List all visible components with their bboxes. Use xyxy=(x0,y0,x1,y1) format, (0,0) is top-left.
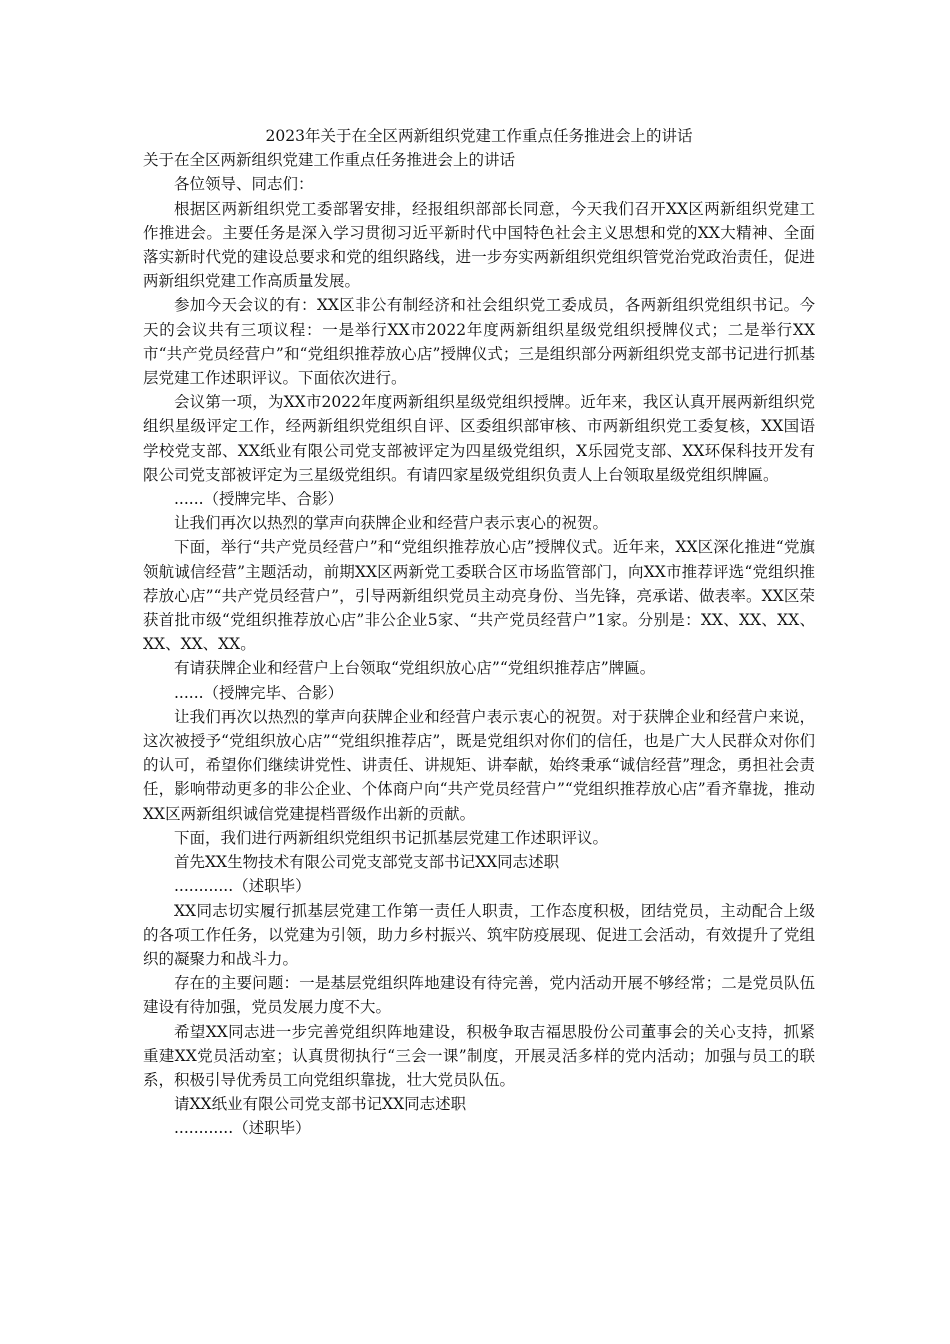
paragraph-greeting: 各位领导、同志们： xyxy=(174,175,314,194)
paragraph: 有请获牌企业和经营户上台领取“党组织放心店”“党组织推荐店”牌匾。 xyxy=(174,659,656,678)
paragraph: ............（述职毕） xyxy=(174,877,311,896)
paragraph: ............（述职毕） xyxy=(174,1119,311,1138)
paragraph: 希望XX同志进一步完善党组织阵地建设，积极争取吉福思股份公司董事会的关心支持，抓紧重建XX党员活动室；认真贯彻执行“三会一课”制度，开展灵活多样的党内活动；加强与员工的联系，积极引导优秀员工向党组织靠拢，壮大党员队伍。 xyxy=(143,1022,815,1089)
paragraph: 根据区两新组织党工委部署安排，经报组织部部长同意，今天我们召开XX区两新组织党建工作推进会。主要任务是深入学习贯彻习近平新时代中国特色社会主义思想和党的XX大精神、全面落实新时代党的建设总要求和党的组织路线，进一步夯实两新组织党组织管党治党政治责任，促进两新组织党建工作高质量发展。 xyxy=(143,199,815,291)
paragraph: 存在的主要问题：一是基层党组织阵地建设有待完善，党内活动开展不够经常；二是党员队伍建设有待加强，党员发展力度不大。 xyxy=(143,974,815,1017)
paragraph: 请XX纸业有限公司党支部书记XX同志述职 xyxy=(174,1095,467,1114)
document-body xyxy=(143,124,815,1141)
paragraph: XX同志切实履行抓基层党建工作第一责任人职责，工作态度积极，团结党员，主动配合上级的各项工作任务，以党建为引领，助力乡村振兴、筑牢防疫展现、促进工会活动，有效提升了党组织的凝聚力和战斗力。 xyxy=(143,901,815,968)
paragraph: ......（授牌完毕、合影） xyxy=(174,490,344,509)
document-title: 2023年关于在全区两新组织党建工作重点任务推进会上的讲话 xyxy=(265,127,693,145)
paragraph: 参加今天会议的有：XX区非公有制经济和社会组织党工委成员，各两新组织党组织书记。今天的会议共有三项议程：一是举行XX市2022年度两新组织星级党组织授牌仪式；二是举行XX市“共产党员经营户”和“党组织推荐放心店”授牌仪式；三是组织部分两新组织党支部书记进行抓基层党建工作述职评议。下面依次进行。 xyxy=(143,296,815,388)
paragraph: 让我们再次以热烈的掌声向获牌企业和经营户表示衷心的祝贺。对于获牌企业和经营户来说，这次被授予“党组织放心店”“党组织推荐店”，既是党组织对你们的信任，也是广大人民群众对你们的认可，希望你们继续讲党性、讲责任、讲规矩、讲奉献，始终秉承“诚信经营”理念，勇担社会责任，影响带动更多的非公企业、个体商户向“共产党员经营户”“党组织推荐放心店”看齐靠拢，推动XX区两新组织诚信党建提档晋级作出新的贡献。 xyxy=(143,707,815,823)
document-subtitle: 关于在全区两新组织党建工作重点任务推进会上的讲话 xyxy=(143,151,516,170)
paragraph: 下面，举行“共产党员经营户”和“党组织推荐放心店”授牌仪式。近年来，XX区深化推进“党旗领航诚信经营”主题活动，前期XX区两新党工委联合区市场监管部门，向XX市推荐评选“党组织推荐放心店”“共产党员经营户”，引导两新组织党员主动亮身份、当先锋，亮承诺、做表率。XX区荣获首批市级“党组织推荐放心店”非公企业5家、“共产党员经营户”1家。分别是：XX、XX、XX、XX、XX、XX。 xyxy=(143,538,815,654)
paragraph: 下面，我们进行两新组织党组织书记抓基层党建工作述职评议。 xyxy=(174,828,609,847)
paragraph: ......（授牌完毕、合影） xyxy=(174,683,344,702)
paragraph: 让我们再次以热烈的掌声向获牌企业和经营户表示衷心的祝贺。 xyxy=(174,514,609,533)
paragraph: 首先XX生物技术有限公司党支部党支部书记XX同志述职 xyxy=(174,853,560,872)
paragraph: 会议第一项，为XX市2022年度两新组织星级党组织授牌。近年来，我区认真开展两新组织党组织星级评定工作，经两新组织党组织自评、区委组织部审核、市两新组织党工委复核，XX国语学校党支部、XX纸业有限公司党支部被评定为四星级党组织，X乐园党支部、XX环保科技开发有限公司党支部被评定为三星级党组织。有请四家星级党组织负责人上台领取星级党组织牌匾。 xyxy=(143,393,815,484)
